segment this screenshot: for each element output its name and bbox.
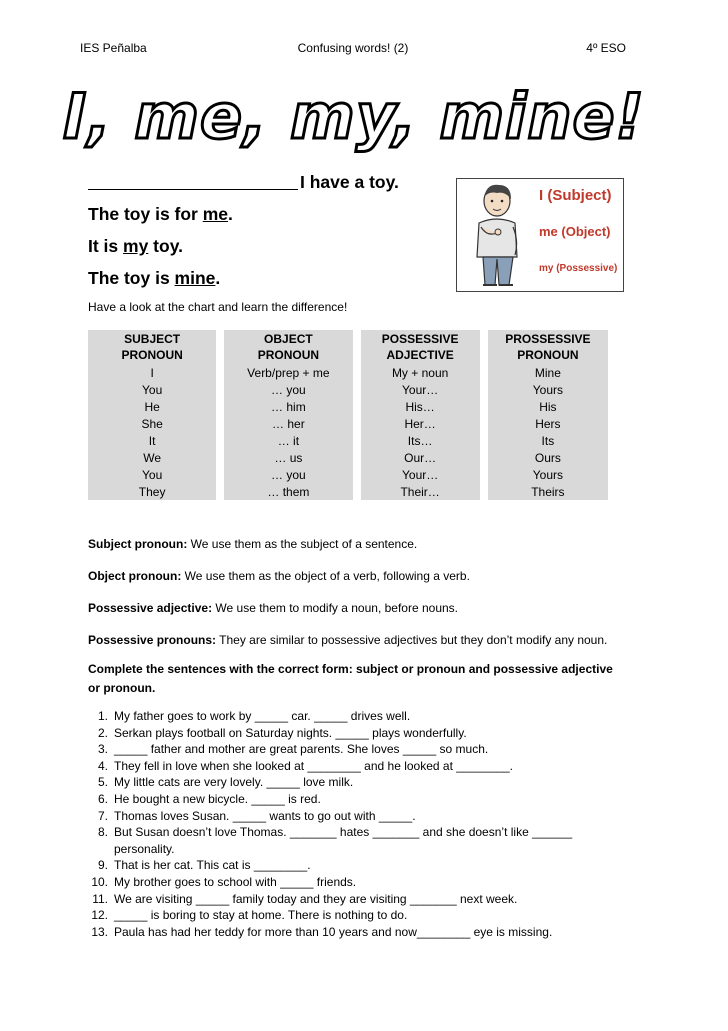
table-cell: I xyxy=(88,364,220,381)
exercise-text: _____ father and mother are great parents. She loves _____ so much. xyxy=(114,742,489,757)
table-cell: Yours xyxy=(532,382,563,397)
table-cell: Yours xyxy=(532,467,563,482)
figure-label-possessive: my (Possessive) xyxy=(539,263,618,274)
table-cell: … you xyxy=(220,466,356,483)
exercise-number: 13. xyxy=(91,924,108,939)
table-cell: … him xyxy=(220,398,356,415)
table-cell: We xyxy=(88,449,220,466)
exercise-number: 1. xyxy=(97,709,108,723)
exercise-text: My little cats are very lovely. _____ love milk. xyxy=(114,775,354,790)
exercise-number: 6. xyxy=(97,791,108,806)
table-row xyxy=(88,432,608,449)
table-row xyxy=(88,381,608,398)
table-cell: Ours xyxy=(534,450,561,465)
worksheet-title xyxy=(0,76,728,156)
table-row xyxy=(88,449,608,466)
table-row xyxy=(88,466,608,483)
table-cell: Theirs xyxy=(531,484,565,499)
definition-possessive-adjective: Possessive adjective: We use them to modify a noun, before nouns. xyxy=(88,601,459,615)
pronoun-illustration xyxy=(456,178,624,292)
table-header-cell: POSSESSIVE ADJECTIVE xyxy=(357,330,484,364)
exercise-text: But Susan doesn’t love Thomas. _______ hates _______ and she doesn’t like ______ personality. xyxy=(114,825,573,856)
exercise-text: My father goes to work by _____ car. _____ drives well. xyxy=(114,709,411,723)
table-cell: They xyxy=(88,483,220,500)
table-row xyxy=(88,415,608,432)
table-cell: It xyxy=(88,432,220,449)
exercise-item xyxy=(88,741,628,758)
exercise-text: Paula has had her teddy for more than 10 years and now________ eye is missing. xyxy=(114,924,553,939)
table-cell: Our… xyxy=(357,449,484,466)
table-cell: He xyxy=(88,398,220,415)
exercise-item xyxy=(88,824,628,857)
table-cell: … us xyxy=(220,449,356,466)
example-line-2: The toy is for me. xyxy=(88,204,233,224)
table-header-cell: SUBJECT PRONOUN xyxy=(88,330,220,364)
exercise-list xyxy=(88,708,628,940)
table-cell: … her xyxy=(220,415,356,432)
table-cell: Mine xyxy=(534,365,561,380)
table-cell: Your… xyxy=(357,381,484,398)
table-cell: … you xyxy=(220,381,356,398)
definition-possessive-pronoun: Possessive pronouns: They are similar to possessive adjectives but they don’t modify any noun. xyxy=(88,633,608,647)
table-cell: Their… xyxy=(357,483,484,500)
exercise-item xyxy=(88,791,628,808)
exercise-number: 12. xyxy=(91,908,108,923)
table-row xyxy=(88,398,608,415)
table-row xyxy=(88,483,608,500)
table-cell: Its… xyxy=(357,432,484,449)
table-cell: His xyxy=(539,399,557,414)
exercise-number: 8. xyxy=(97,825,108,840)
table-cell: Verb/prep + me xyxy=(220,364,356,381)
table-cell: My + noun xyxy=(357,364,484,381)
example-line-3: It is my toy. xyxy=(88,236,183,256)
example-line-4: The toy is mine. xyxy=(88,268,221,288)
table-row xyxy=(88,364,608,381)
table-cell: … it xyxy=(220,432,356,449)
exercise-item xyxy=(88,808,628,825)
exercise-text: We are visiting _____ family today and they are visiting _______ next week. xyxy=(114,891,518,906)
table-header-cell: OBJECT PRONOUN xyxy=(220,330,356,364)
exercise-item xyxy=(88,758,628,775)
exercise-text: My brother goes to school with _____ friends. xyxy=(114,874,357,889)
boy-pointing-icon xyxy=(457,179,539,291)
chart-intro: Have a look at the chart and learn the difference! xyxy=(88,300,348,314)
figure-label-object: me (Object) xyxy=(539,224,611,239)
exercise-text: That is her cat. This cat is ________. xyxy=(114,858,311,873)
table-cell: … them xyxy=(220,483,356,500)
exercise-number: 9. xyxy=(97,858,108,873)
exercise-item xyxy=(88,725,628,742)
table-cell: Its xyxy=(541,433,555,448)
exercise-number: 10. xyxy=(91,874,108,889)
exercise-item xyxy=(88,907,628,924)
exercise-text: Thomas loves Susan. _____ wants to go out with _____. xyxy=(114,808,416,823)
table-cell: His… xyxy=(357,398,484,415)
table-cell: You xyxy=(88,381,220,398)
definition-subject: Subject pronoun: We use them as the subject of a sentence. xyxy=(88,537,418,551)
exercise-item xyxy=(88,708,628,725)
page-header xyxy=(80,41,626,59)
example-line-1: I have a toy. xyxy=(88,166,458,198)
figure-label-subject: I (Subject) xyxy=(539,187,612,204)
exercise-item xyxy=(88,857,628,874)
pronoun-table xyxy=(88,330,608,500)
table-cell: Hers xyxy=(535,416,561,431)
table-cell: Your… xyxy=(357,466,484,483)
example-sentences xyxy=(88,166,458,294)
table-header-cell: PROSSESSIVE PRONOUN xyxy=(505,332,591,362)
exercise-number: 3. xyxy=(97,742,108,757)
definitions xyxy=(88,536,628,664)
exercise-item xyxy=(88,874,628,891)
exercise-item xyxy=(88,891,628,908)
worksheet-subtitle: Confusing words! (2) xyxy=(297,41,409,55)
answer-blank xyxy=(88,167,298,190)
school-name: IES Peñalba xyxy=(80,41,147,55)
grade-level: 4º ESO xyxy=(586,41,626,55)
exercise-item xyxy=(88,774,628,791)
exercise-text: _____ is boring to stay at home. There is nothing to do. xyxy=(114,908,408,923)
exercise-number: 2. xyxy=(97,725,108,740)
exercise-number: 5. xyxy=(97,775,108,790)
exercise-number: 4. xyxy=(97,758,108,773)
table-cell: She xyxy=(88,415,220,432)
table-cell: Her… xyxy=(357,415,484,432)
exercise-item xyxy=(88,924,628,941)
title-text: I, me, my, mine! xyxy=(63,80,645,153)
exercise-number: 11. xyxy=(92,891,108,906)
exercise-text: They fell in love when she looked at ________ and he looked at ________. xyxy=(114,758,513,773)
definition-object: Object pronoun: We use them as the object of a verb, following a verb. xyxy=(88,569,470,583)
exercise-text: He bought a new bicycle. _____ is red. xyxy=(114,791,321,806)
table-cell: You xyxy=(88,466,220,483)
exercise-instruction: Complete the sentences with the correct form: subject or pronoun and possessive adjective or pronoun. xyxy=(88,662,613,695)
table-header-row xyxy=(88,330,608,364)
exercise-text: Serkan plays football on Saturday nights. _____ plays wonderfully. xyxy=(114,725,467,740)
exercise-number: 7. xyxy=(97,808,108,823)
